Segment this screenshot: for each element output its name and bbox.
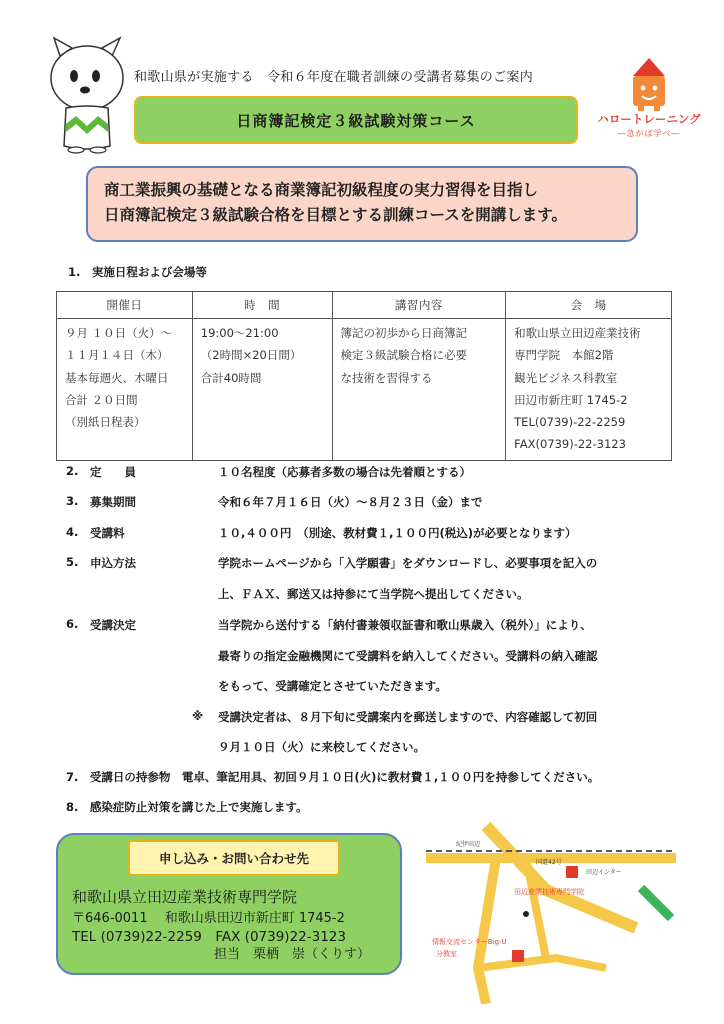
map-center-label-2: 分教室 bbox=[436, 950, 457, 958]
table-header: 会 場 bbox=[506, 292, 672, 319]
note-mark: ※ bbox=[192, 709, 204, 723]
item-value: １０名程度（応募者多数の場合は先着順とする） bbox=[218, 465, 471, 479]
item-value: 最寄りの指定金融機関にて受講料を納入してください。受講料の納入確認 bbox=[218, 649, 598, 663]
item-label: 募集期間 bbox=[90, 495, 136, 509]
item-value: をもって、受講確定とさせていただきます。 bbox=[218, 679, 447, 693]
item-number: 4. bbox=[66, 525, 79, 539]
item-label: 申込方法 bbox=[90, 556, 136, 570]
item-label: 受講料 bbox=[90, 526, 125, 540]
logo-subtext: ―急がば学べ― bbox=[617, 129, 681, 138]
schedule-table bbox=[56, 291, 672, 461]
table-cell-time: 19:00～21:00 （2時間×20日間） 合計40時間 bbox=[192, 319, 332, 461]
table-row bbox=[57, 319, 672, 461]
contact-address: 〒646-0011 和歌山県田辺市新庄町 1745-2 bbox=[72, 911, 345, 926]
item-7: 7. 受講日の持参物 電卓、筆記用具、初回９月１０日(火)に教材費１,１００円を持参してください。 bbox=[66, 770, 600, 784]
item-value: １０,４００円 （別途、教材費１,１００円(税込)が必要となります） bbox=[218, 526, 577, 540]
map-point bbox=[523, 911, 529, 917]
map-school-label: 田辺産業技術専門学院 bbox=[514, 888, 584, 896]
page-subtitle: 和歌山県が実施する 令和６年度在職者訓練の受講者募集のご案内 bbox=[134, 70, 534, 85]
item-value: 令和６年７月１６日（火）～８月２３日（金）まで bbox=[218, 495, 483, 509]
item-value: 当学院から送付する「納付書兼領収証書和歌山県歳入（税外）」により、 bbox=[218, 618, 592, 632]
map-station-label: 紀伊田辺 bbox=[456, 841, 481, 848]
table-header-row bbox=[57, 292, 672, 319]
map-school-marker bbox=[566, 866, 578, 878]
map-center-marker bbox=[512, 950, 524, 962]
table-header: 開催日 bbox=[57, 292, 193, 319]
access-map bbox=[426, 818, 690, 1004]
item-label: 定 員 bbox=[90, 465, 136, 479]
intro-line-2: 日商簿記検定３級試験合格を目標とする訓練コースを開講します。 bbox=[104, 206, 567, 224]
table-cell-date: ９月 １０日（火）～ １１月１４日（木） 基本毎週火、木曜日 合計 ２０日間 （別紙日程表） bbox=[57, 319, 193, 461]
item-number: 6. bbox=[66, 617, 79, 631]
section-1-title: 1. 実施日程および会場等 bbox=[68, 265, 207, 279]
map-route-label: 国道42号 bbox=[536, 859, 562, 866]
intro-box bbox=[86, 166, 638, 242]
table-cell-content: 簿記の初歩から日商簿記 検定３級試験合格に必要 な技術を習得する bbox=[332, 319, 506, 461]
contact-phone: TEL (0739)22-2259 FAX (0739)22-3123 bbox=[72, 929, 346, 945]
item-value: 学院ホームページから「入学願書」をダウンロードし、必要事項を記入の bbox=[218, 556, 598, 570]
note-line-1: 受講決定者は、８月下旬に受講案内を郵送しますので、内容確認して初回 bbox=[218, 710, 598, 724]
item-8: 8. 感染症防止対策を講じた上で実施します。 bbox=[66, 800, 308, 814]
mascot-illustration bbox=[46, 36, 128, 154]
item-number: 5. bbox=[66, 555, 79, 569]
course-title: 日商簿記検定３級試験対策コース bbox=[134, 96, 578, 144]
contact-person: 担当 栗栖 崇（くりす） bbox=[214, 947, 371, 962]
table-cell-venue: 和歌山県立田辺産業技術 専門学院 本館2階 観光ビジネス科教室 田辺市新庄町 1745-2 TEL(0739)-22-2259 FAX(0739)-22-3123 bbox=[506, 319, 672, 461]
item-number: 2. bbox=[66, 464, 79, 478]
table-header: 講習内容 bbox=[332, 292, 506, 319]
map-center-label: 情報交流センターBig-U bbox=[432, 938, 507, 946]
item-label: 受講決定 bbox=[90, 618, 136, 632]
contact-school: 和歌山県立田辺産業技術専門学院 bbox=[72, 888, 298, 906]
item-number: 3. bbox=[66, 494, 79, 508]
contact-heading: 申し込み・お問い合わせ先 bbox=[128, 840, 340, 876]
table-header: 時 間 bbox=[192, 292, 332, 319]
intro-line-1: 商工業振興の基礎となる商業簿記初級程度の実力習得を目指し bbox=[104, 181, 539, 199]
item-value: 上、ＦＡＸ、郵送又は持参にて当学院へ提出してください。 bbox=[218, 587, 529, 601]
logo-text: ハロートレーニング bbox=[597, 112, 701, 126]
map-ic-label: 田辺インター bbox=[586, 869, 622, 876]
note-line-2: ９月１０日（火）に来校してください。 bbox=[218, 740, 425, 754]
